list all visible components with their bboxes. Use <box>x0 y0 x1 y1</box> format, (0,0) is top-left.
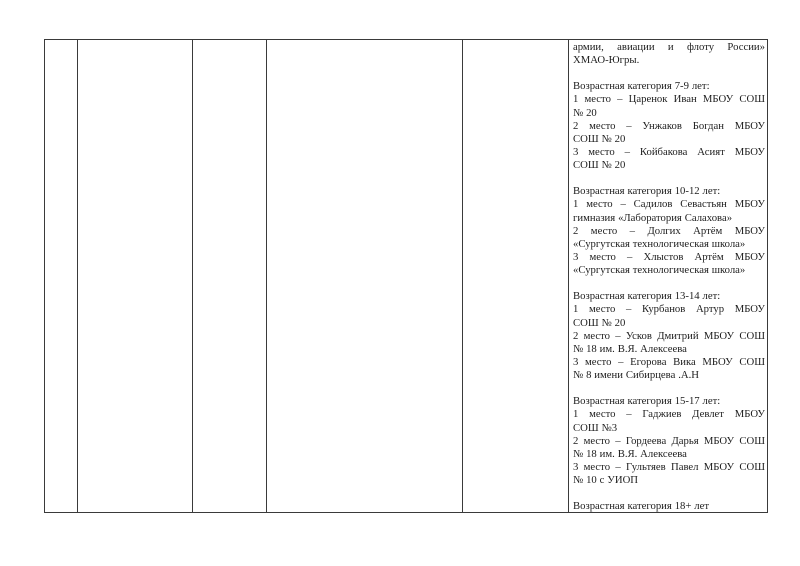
text-line: 1 место – Царенок Иван МБОУ СОШ <box>573 93 765 106</box>
text-line: 3 место – Егорова Вика МБОУ СОШ <box>573 355 765 368</box>
paragraph-block <box>573 185 765 277</box>
table-cell-empty-1 <box>45 40 78 512</box>
text-line: СОШ № 20 <box>573 316 626 329</box>
text-line: «Сургутская технологическая школа» <box>573 237 746 250</box>
paragraph-block <box>573 80 765 172</box>
paragraph-block <box>573 290 765 382</box>
text-line: Возрастная категория 15-17 лет: <box>573 395 721 408</box>
text-line: гимназия «Лаборатория Салахова» <box>573 211 733 224</box>
table-cell-empty-2 <box>78 40 193 512</box>
table-cell-empty-3 <box>193 40 267 512</box>
text-line: СОШ № 20 <box>573 132 626 145</box>
results-table <box>44 39 768 513</box>
text-line: 2 место – Долгих Артём МБОУ <box>573 224 765 237</box>
text-line: СОШ №3 <box>573 421 618 434</box>
text-line: 1 место – Курбанов Артур МБОУ <box>573 303 765 316</box>
text-line: 3 место – Гультяев Павел МБОУ СОШ <box>573 460 765 473</box>
text-line: ХМАО-Югры. <box>573 54 640 67</box>
text-line: 1 место – Гаджиев Девлет МБОУ <box>573 408 765 421</box>
text-line: 2 место – Гордеева Дарья МБОУ СОШ <box>573 434 765 447</box>
text-line: Возрастная категория 13-14 лет: <box>573 290 721 303</box>
text-line: № 18 им. В.Я. Алексеева <box>573 447 687 460</box>
table-cell-empty-5 <box>463 40 569 512</box>
paragraph-block <box>573 395 765 487</box>
text-line: № 10 с УИОП <box>573 474 639 487</box>
text-line: Возрастная категория 7-9 лет: <box>573 80 710 93</box>
text-line: 3 место – Хлыстов Артём МБОУ <box>573 250 765 263</box>
results-cell <box>569 40 769 512</box>
text-line: 2 место – Усков Дмитрий МБОУ СОШ <box>573 329 765 342</box>
text-line: Возрастная категория 10-12 лет: <box>573 185 721 198</box>
text-line: 2 место – Унжаков Богдан МБОУ <box>573 119 765 132</box>
paragraph-block <box>573 41 765 67</box>
table-cell-empty-4 <box>267 40 463 512</box>
text-line: 1 место – Садилов Севастьян МБОУ <box>573 198 765 211</box>
text-line: № 18 им. В.Я. Алексеева <box>573 342 687 355</box>
text-line: № 8 имени Сибирцева .А.Н <box>573 369 699 382</box>
text-line: 3 место – Койбакова Асият МБОУ <box>573 145 765 158</box>
text-line: № 20 <box>573 106 597 119</box>
text-line: СОШ № 20 <box>573 159 626 172</box>
paragraph-block <box>573 500 765 512</box>
text-line: Возрастная категория 18+ лет <box>573 500 710 512</box>
text-line: «Сургутская технологическая школа» <box>573 264 746 277</box>
text-line: армии, авиации и флоту России» <box>573 41 765 53</box>
